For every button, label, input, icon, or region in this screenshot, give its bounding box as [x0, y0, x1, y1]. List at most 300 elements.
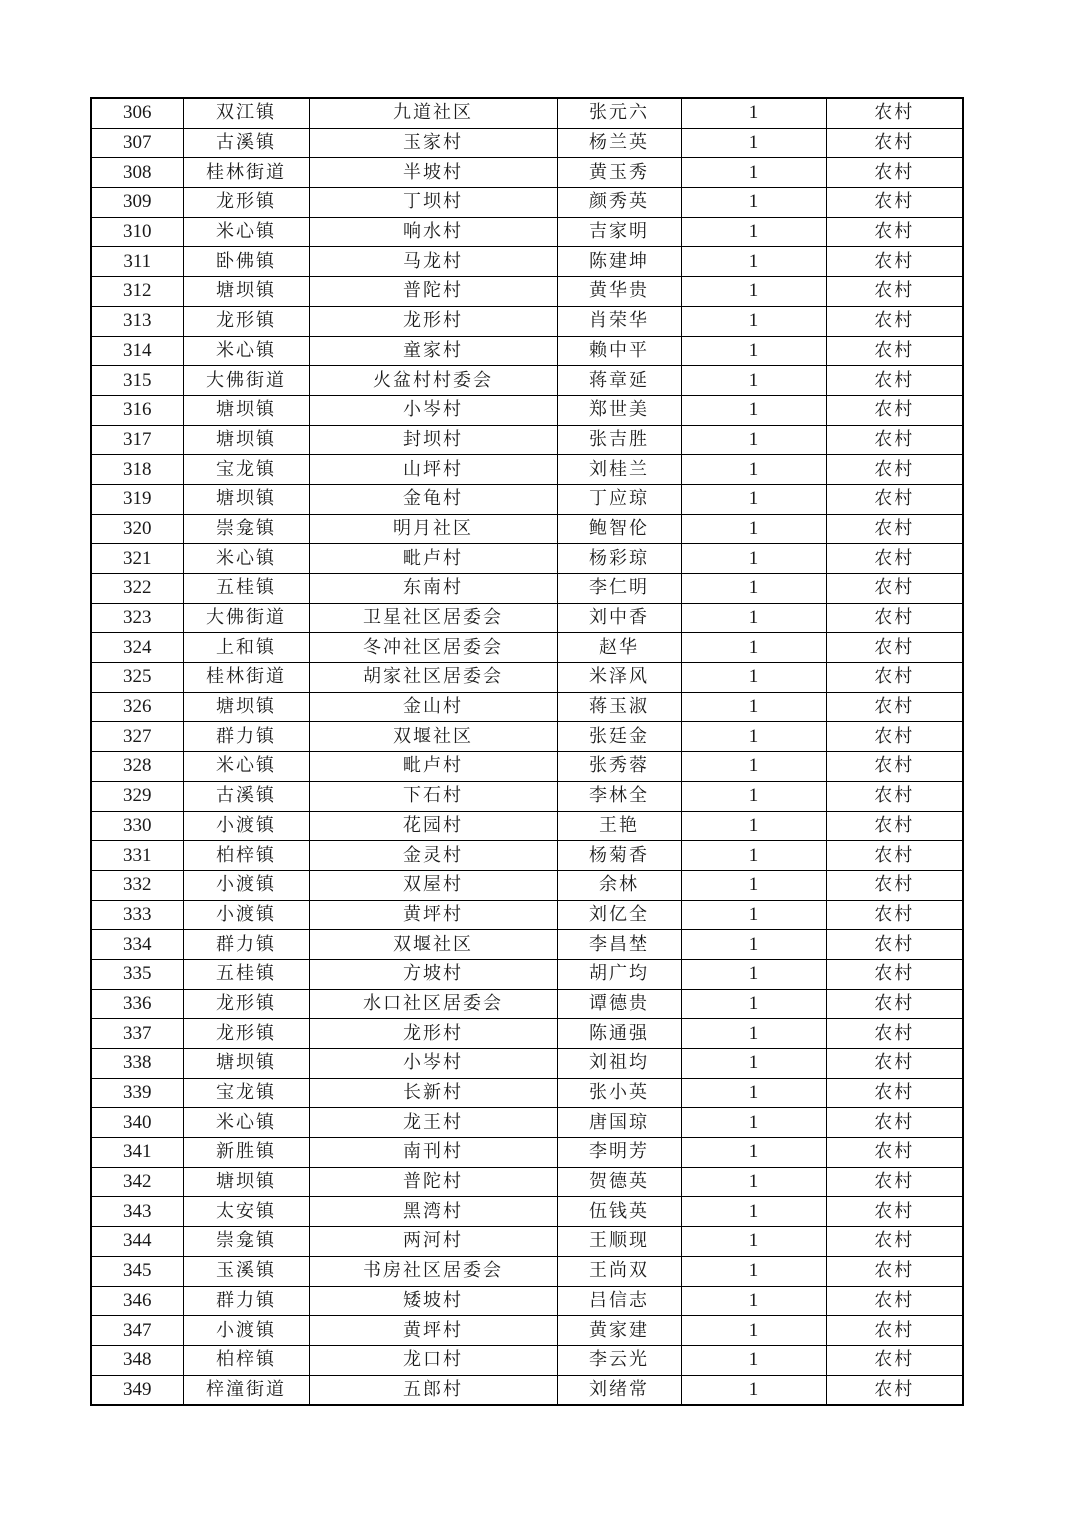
table-row — [91, 217, 963, 247]
table-row — [91, 1197, 963, 1227]
village-cell: 下石村 — [309, 781, 557, 811]
town-cell: 玉溪镇 — [183, 1256, 309, 1286]
town-cell: 太安镇 — [183, 1197, 309, 1227]
household-type-cell: 农村 — [826, 336, 963, 366]
person-name-cell: 鲍智伦 — [557, 514, 681, 544]
village-cell: 双屋村 — [309, 870, 557, 900]
table-row — [91, 188, 963, 218]
town-cell: 五桂镇 — [183, 959, 309, 989]
household-type-cell: 农村 — [826, 989, 963, 1019]
row-number-cell: 323 — [91, 603, 183, 633]
row-number-cell: 326 — [91, 692, 183, 722]
town-cell: 群力镇 — [183, 930, 309, 960]
person-name-cell: 刘祖均 — [557, 1049, 681, 1079]
household-type-cell: 农村 — [826, 722, 963, 752]
row-number-cell: 310 — [91, 217, 183, 247]
table-row — [91, 1138, 963, 1168]
village-cell: 五郎村 — [309, 1375, 557, 1405]
row-number-cell: 336 — [91, 989, 183, 1019]
town-cell: 龙形镇 — [183, 1019, 309, 1049]
village-cell: 龙形村 — [309, 306, 557, 336]
village-cell: 九道社区 — [309, 98, 557, 128]
town-cell: 小渡镇 — [183, 900, 309, 930]
household-type-cell: 农村 — [826, 870, 963, 900]
household-type-cell: 农村 — [826, 1286, 963, 1316]
row-number-cell: 337 — [91, 1019, 183, 1049]
town-cell: 米心镇 — [183, 217, 309, 247]
town-cell: 柏梓镇 — [183, 841, 309, 871]
town-cell: 桂林街道 — [183, 663, 309, 693]
row-number-cell: 317 — [91, 425, 183, 455]
person-name-cell: 陈建坤 — [557, 247, 681, 277]
count-cell: 1 — [681, 811, 826, 841]
person-name-cell: 蒋章延 — [557, 366, 681, 396]
count-cell: 1 — [681, 574, 826, 604]
table-row — [91, 1019, 963, 1049]
village-cell: 南刊村 — [309, 1138, 557, 1168]
person-name-cell: 李仁明 — [557, 574, 681, 604]
row-number-cell: 315 — [91, 366, 183, 396]
town-cell: 塘坝镇 — [183, 277, 309, 307]
row-number-cell: 306 — [91, 98, 183, 128]
household-type-cell: 农村 — [826, 514, 963, 544]
household-type-cell: 农村 — [826, 603, 963, 633]
person-name-cell: 郑世美 — [557, 395, 681, 425]
count-cell: 1 — [681, 128, 826, 158]
town-cell: 龙形镇 — [183, 188, 309, 218]
household-type-cell: 农村 — [826, 1078, 963, 1108]
table-row — [91, 633, 963, 663]
count-cell: 1 — [681, 1197, 826, 1227]
person-name-cell: 赖中平 — [557, 336, 681, 366]
person-name-cell: 李林全 — [557, 781, 681, 811]
household-type-cell: 农村 — [826, 1197, 963, 1227]
count-cell: 1 — [681, 1078, 826, 1108]
table-row — [91, 1375, 963, 1405]
table-row — [91, 366, 963, 396]
row-number-cell: 309 — [91, 188, 183, 218]
town-cell: 崇龛镇 — [183, 514, 309, 544]
town-cell: 塘坝镇 — [183, 425, 309, 455]
village-cell: 小岑村 — [309, 1049, 557, 1079]
household-type-cell: 农村 — [826, 959, 963, 989]
town-cell: 塘坝镇 — [183, 1167, 309, 1197]
town-cell: 新胜镇 — [183, 1138, 309, 1168]
table-row — [91, 395, 963, 425]
table-row — [91, 722, 963, 752]
row-number-cell: 322 — [91, 574, 183, 604]
village-cell: 毗卢村 — [309, 544, 557, 574]
village-cell: 黄坪村 — [309, 900, 557, 930]
person-name-cell: 黄玉秀 — [557, 158, 681, 188]
count-cell: 1 — [681, 781, 826, 811]
household-type-cell: 农村 — [826, 1138, 963, 1168]
table-row — [91, 1227, 963, 1257]
village-cell: 黑湾村 — [309, 1197, 557, 1227]
row-number-cell: 333 — [91, 900, 183, 930]
row-number-cell: 327 — [91, 722, 183, 752]
row-number-cell: 311 — [91, 247, 183, 277]
count-cell: 1 — [681, 1256, 826, 1286]
person-name-cell: 张廷金 — [557, 722, 681, 752]
count-cell: 1 — [681, 900, 826, 930]
count-cell: 1 — [681, 930, 826, 960]
table-row — [91, 603, 963, 633]
household-type-cell: 农村 — [826, 98, 963, 128]
person-name-cell: 赵华 — [557, 633, 681, 663]
household-type-cell: 农村 — [826, 425, 963, 455]
person-name-cell: 吉家明 — [557, 217, 681, 247]
count-cell: 1 — [681, 1167, 826, 1197]
town-cell: 小渡镇 — [183, 870, 309, 900]
count-cell: 1 — [681, 722, 826, 752]
town-cell: 米心镇 — [183, 544, 309, 574]
household-type-cell: 农村 — [826, 455, 963, 485]
person-name-cell: 肖荣华 — [557, 306, 681, 336]
household-type-cell: 农村 — [826, 1256, 963, 1286]
count-cell: 1 — [681, 633, 826, 663]
village-cell: 黄坪村 — [309, 1316, 557, 1346]
person-name-cell: 李昌埜 — [557, 930, 681, 960]
village-cell: 金山村 — [309, 692, 557, 722]
town-cell: 宝龙镇 — [183, 455, 309, 485]
village-cell: 响水村 — [309, 217, 557, 247]
row-number-cell: 329 — [91, 781, 183, 811]
table-row — [91, 1167, 963, 1197]
village-cell: 小岑村 — [309, 395, 557, 425]
table-row — [91, 1286, 963, 1316]
village-cell: 长新村 — [309, 1078, 557, 1108]
person-name-cell: 杨兰英 — [557, 128, 681, 158]
household-type-cell: 农村 — [826, 1019, 963, 1049]
town-cell: 龙形镇 — [183, 306, 309, 336]
row-number-cell: 339 — [91, 1078, 183, 1108]
table-row — [91, 1256, 963, 1286]
village-cell: 玉家村 — [309, 128, 557, 158]
household-type-cell: 农村 — [826, 306, 963, 336]
town-cell: 古溪镇 — [183, 128, 309, 158]
row-number-cell: 324 — [91, 633, 183, 663]
person-name-cell: 王尚双 — [557, 1256, 681, 1286]
town-cell: 米心镇 — [183, 336, 309, 366]
row-number-cell: 338 — [91, 1049, 183, 1079]
table-row — [91, 128, 963, 158]
table-row — [91, 959, 963, 989]
town-cell: 小渡镇 — [183, 1316, 309, 1346]
count-cell: 1 — [681, 484, 826, 514]
household-type-cell: 农村 — [826, 217, 963, 247]
person-name-cell: 张秀蓉 — [557, 752, 681, 782]
row-number-cell: 341 — [91, 1138, 183, 1168]
row-number-cell: 343 — [91, 1197, 183, 1227]
count-cell: 1 — [681, 1345, 826, 1375]
village-cell: 方坡村 — [309, 959, 557, 989]
table-row — [91, 811, 963, 841]
town-cell: 柏梓镇 — [183, 1345, 309, 1375]
count-cell: 1 — [681, 514, 826, 544]
row-number-cell: 340 — [91, 1108, 183, 1138]
village-cell: 水口社区居委会 — [309, 989, 557, 1019]
person-name-cell: 张吉胜 — [557, 425, 681, 455]
household-type-cell: 农村 — [826, 188, 963, 218]
village-cell: 双堰社区 — [309, 722, 557, 752]
town-cell: 宝龙镇 — [183, 1078, 309, 1108]
village-cell: 龙口村 — [309, 1345, 557, 1375]
household-type-cell: 农村 — [826, 128, 963, 158]
row-number-cell: 346 — [91, 1286, 183, 1316]
table-row — [91, 247, 963, 277]
count-cell: 1 — [681, 841, 826, 871]
count-cell: 1 — [681, 752, 826, 782]
household-type-cell: 农村 — [826, 1167, 963, 1197]
count-cell: 1 — [681, 98, 826, 128]
person-name-cell: 颜秀英 — [557, 188, 681, 218]
table-row — [91, 900, 963, 930]
household-type-cell: 农村 — [826, 395, 963, 425]
count-cell: 1 — [681, 306, 826, 336]
village-cell: 卫星社区居委会 — [309, 603, 557, 633]
row-number-cell: 319 — [91, 484, 183, 514]
village-cell: 普陀村 — [309, 277, 557, 307]
person-name-cell: 刘亿全 — [557, 900, 681, 930]
person-name-cell: 蒋玉淑 — [557, 692, 681, 722]
household-type-cell: 农村 — [826, 247, 963, 277]
row-number-cell: 342 — [91, 1167, 183, 1197]
town-cell: 古溪镇 — [183, 781, 309, 811]
roster-table — [90, 97, 964, 1406]
village-cell: 花园村 — [309, 811, 557, 841]
table-row — [91, 1316, 963, 1346]
count-cell: 1 — [681, 1227, 826, 1257]
village-cell: 火盆村村委会 — [309, 366, 557, 396]
table-row — [91, 158, 963, 188]
count-cell: 1 — [681, 1108, 826, 1138]
row-number-cell: 349 — [91, 1375, 183, 1405]
person-name-cell: 胡广均 — [557, 959, 681, 989]
person-name-cell: 米泽风 — [557, 663, 681, 693]
person-name-cell: 李云光 — [557, 1345, 681, 1375]
count-cell: 1 — [681, 247, 826, 277]
table-row — [91, 484, 963, 514]
table-row — [91, 306, 963, 336]
count-cell: 1 — [681, 1049, 826, 1079]
row-number-cell: 347 — [91, 1316, 183, 1346]
table-row — [91, 336, 963, 366]
person-name-cell: 刘中香 — [557, 603, 681, 633]
row-number-cell: 325 — [91, 663, 183, 693]
village-cell: 丁坝村 — [309, 188, 557, 218]
person-name-cell: 丁应琼 — [557, 484, 681, 514]
row-number-cell: 328 — [91, 752, 183, 782]
household-type-cell: 农村 — [826, 1375, 963, 1405]
town-cell: 塘坝镇 — [183, 1049, 309, 1079]
row-number-cell: 335 — [91, 959, 183, 989]
count-cell: 1 — [681, 692, 826, 722]
village-cell: 龙形村 — [309, 1019, 557, 1049]
table-row — [91, 1108, 963, 1138]
town-cell: 卧佛镇 — [183, 247, 309, 277]
table-row — [91, 514, 963, 544]
person-name-cell: 贺德英 — [557, 1167, 681, 1197]
row-number-cell: 314 — [91, 336, 183, 366]
village-cell: 毗卢村 — [309, 752, 557, 782]
table-row — [91, 1078, 963, 1108]
village-cell: 封坝村 — [309, 425, 557, 455]
town-cell: 五桂镇 — [183, 574, 309, 604]
household-type-cell: 农村 — [826, 277, 963, 307]
count-cell: 1 — [681, 158, 826, 188]
household-type-cell: 农村 — [826, 1049, 963, 1079]
count-cell: 1 — [681, 544, 826, 574]
count-cell: 1 — [681, 366, 826, 396]
row-number-cell: 330 — [91, 811, 183, 841]
row-number-cell: 331 — [91, 841, 183, 871]
person-name-cell: 张小英 — [557, 1078, 681, 1108]
person-name-cell: 谭德贵 — [557, 989, 681, 1019]
village-cell: 东南村 — [309, 574, 557, 604]
village-cell: 冬冲社区居委会 — [309, 633, 557, 663]
table-row — [91, 98, 963, 128]
table-row — [91, 752, 963, 782]
count-cell: 1 — [681, 663, 826, 693]
roster-table-body — [91, 98, 963, 1405]
household-type-cell: 农村 — [826, 811, 963, 841]
count-cell: 1 — [681, 395, 826, 425]
town-cell: 龙形镇 — [183, 989, 309, 1019]
town-cell: 梓潼街道 — [183, 1375, 309, 1405]
table-row — [91, 544, 963, 574]
row-number-cell: 345 — [91, 1256, 183, 1286]
table-row — [91, 841, 963, 871]
row-number-cell: 307 — [91, 128, 183, 158]
count-cell: 1 — [681, 1019, 826, 1049]
table-row — [91, 663, 963, 693]
person-name-cell: 刘桂兰 — [557, 455, 681, 485]
row-number-cell: 348 — [91, 1345, 183, 1375]
count-cell: 1 — [681, 1286, 826, 1316]
row-number-cell: 318 — [91, 455, 183, 485]
person-name-cell: 王艳 — [557, 811, 681, 841]
village-cell: 山坪村 — [309, 455, 557, 485]
town-cell: 米心镇 — [183, 1108, 309, 1138]
count-cell: 1 — [681, 455, 826, 485]
village-cell: 龙王村 — [309, 1108, 557, 1138]
town-cell: 双江镇 — [183, 98, 309, 128]
town-cell: 塘坝镇 — [183, 395, 309, 425]
table-row — [91, 930, 963, 960]
village-cell: 金龟村 — [309, 484, 557, 514]
table-row — [91, 692, 963, 722]
row-number-cell: 332 — [91, 870, 183, 900]
household-type-cell: 农村 — [826, 841, 963, 871]
household-type-cell: 农村 — [826, 1345, 963, 1375]
row-number-cell: 308 — [91, 158, 183, 188]
village-cell: 双堰社区 — [309, 930, 557, 960]
household-type-cell: 农村 — [826, 484, 963, 514]
row-number-cell: 334 — [91, 930, 183, 960]
person-name-cell: 杨彩琼 — [557, 544, 681, 574]
town-cell: 上和镇 — [183, 633, 309, 663]
count-cell: 1 — [681, 989, 826, 1019]
town-cell: 小渡镇 — [183, 811, 309, 841]
person-name-cell: 陈通强 — [557, 1019, 681, 1049]
table-row — [91, 1049, 963, 1079]
household-type-cell: 农村 — [826, 900, 963, 930]
count-cell: 1 — [681, 336, 826, 366]
row-number-cell: 344 — [91, 1227, 183, 1257]
village-cell: 童家村 — [309, 336, 557, 366]
person-name-cell: 李明芳 — [557, 1138, 681, 1168]
town-cell: 塘坝镇 — [183, 484, 309, 514]
person-name-cell: 刘绪常 — [557, 1375, 681, 1405]
table-row — [91, 781, 963, 811]
village-cell: 矮坡村 — [309, 1286, 557, 1316]
village-cell: 金灵村 — [309, 841, 557, 871]
person-name-cell: 唐国琼 — [557, 1108, 681, 1138]
row-number-cell: 321 — [91, 544, 183, 574]
table-row — [91, 277, 963, 307]
town-cell: 塘坝镇 — [183, 692, 309, 722]
table-row — [91, 425, 963, 455]
row-number-cell: 312 — [91, 277, 183, 307]
person-name-cell: 吕信志 — [557, 1286, 681, 1316]
count-cell: 1 — [681, 959, 826, 989]
count-cell: 1 — [681, 425, 826, 455]
count-cell: 1 — [681, 277, 826, 307]
household-type-cell: 农村 — [826, 930, 963, 960]
count-cell: 1 — [681, 603, 826, 633]
table-row — [91, 455, 963, 485]
row-number-cell: 320 — [91, 514, 183, 544]
count-cell: 1 — [681, 1316, 826, 1346]
table-row — [91, 989, 963, 1019]
count-cell: 1 — [681, 1138, 826, 1168]
town-cell: 米心镇 — [183, 752, 309, 782]
household-type-cell: 农村 — [826, 752, 963, 782]
table-row — [91, 574, 963, 604]
household-type-cell: 农村 — [826, 544, 963, 574]
household-type-cell: 农村 — [826, 366, 963, 396]
table-row — [91, 1345, 963, 1375]
household-type-cell: 农村 — [826, 663, 963, 693]
village-cell: 明月社区 — [309, 514, 557, 544]
town-cell: 崇龛镇 — [183, 1227, 309, 1257]
row-number-cell: 316 — [91, 395, 183, 425]
count-cell: 1 — [681, 870, 826, 900]
person-name-cell: 杨菊香 — [557, 841, 681, 871]
household-type-cell: 农村 — [826, 158, 963, 188]
household-type-cell: 农村 — [826, 781, 963, 811]
town-cell: 大佛街道 — [183, 366, 309, 396]
household-type-cell: 农村 — [826, 1227, 963, 1257]
person-name-cell: 伍钱英 — [557, 1197, 681, 1227]
row-number-cell: 313 — [91, 306, 183, 336]
count-cell: 1 — [681, 1375, 826, 1405]
household-type-cell: 农村 — [826, 574, 963, 604]
household-type-cell: 农村 — [826, 1316, 963, 1346]
person-name-cell: 黄华贵 — [557, 277, 681, 307]
person-name-cell: 余林 — [557, 870, 681, 900]
person-name-cell: 张元六 — [557, 98, 681, 128]
village-cell: 两河村 — [309, 1227, 557, 1257]
household-type-cell: 农村 — [826, 692, 963, 722]
count-cell: 1 — [681, 217, 826, 247]
village-cell: 马龙村 — [309, 247, 557, 277]
village-cell: 胡家社区居委会 — [309, 663, 557, 693]
village-cell: 书房社区居委会 — [309, 1256, 557, 1286]
village-cell: 半坡村 — [309, 158, 557, 188]
household-type-cell: 农村 — [826, 1108, 963, 1138]
